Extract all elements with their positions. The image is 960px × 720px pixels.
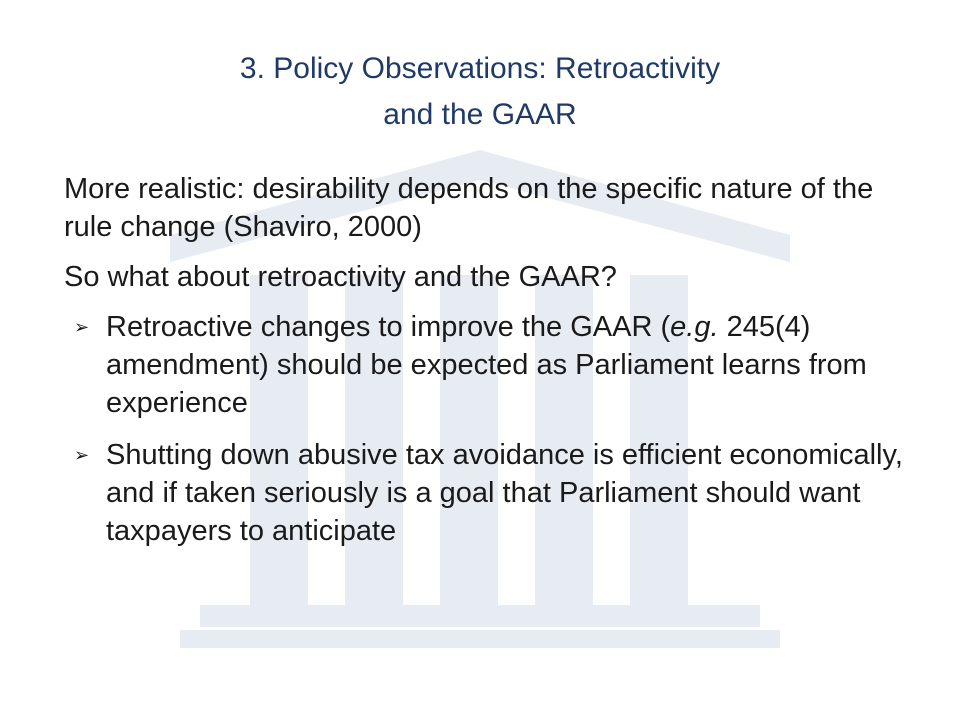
slide-title-line-2: and the GAAR	[383, 98, 577, 131]
bullet-text-part: 245(4) amendment) should be expected as Parliament learns from experience	[106, 311, 867, 419]
arrow-bullet-icon: ➢	[74, 317, 90, 337]
arrow-bullet-icon: ➢	[74, 445, 90, 465]
bullet-text-italic: e.g.	[670, 311, 719, 343]
slide-body	[64, 170, 904, 564]
bullet-list	[64, 308, 904, 550]
bullet-item-retroactive-changes	[64, 308, 904, 422]
slide-title-line-1: 3. Policy Observations: Retroactivity	[239, 52, 721, 85]
bullet-item-shutting-down	[64, 436, 904, 550]
paragraph-question: So what about retroactivity and the GAAR?	[64, 261, 617, 293]
paragraph-realistic: More realistic: desirability depends on the specific nature of the rule change (Shaviro, 2000)	[64, 173, 874, 243]
bullet-text-part: Shutting down abusive tax avoidance is efficient economically, and if taken seriously is a goal that Parliament should want taxpayers to anticipate	[106, 439, 903, 547]
slide-title	[120, 46, 840, 138]
bullet-text-part: Retroactive changes to improve the GAAR (	[106, 311, 671, 343]
